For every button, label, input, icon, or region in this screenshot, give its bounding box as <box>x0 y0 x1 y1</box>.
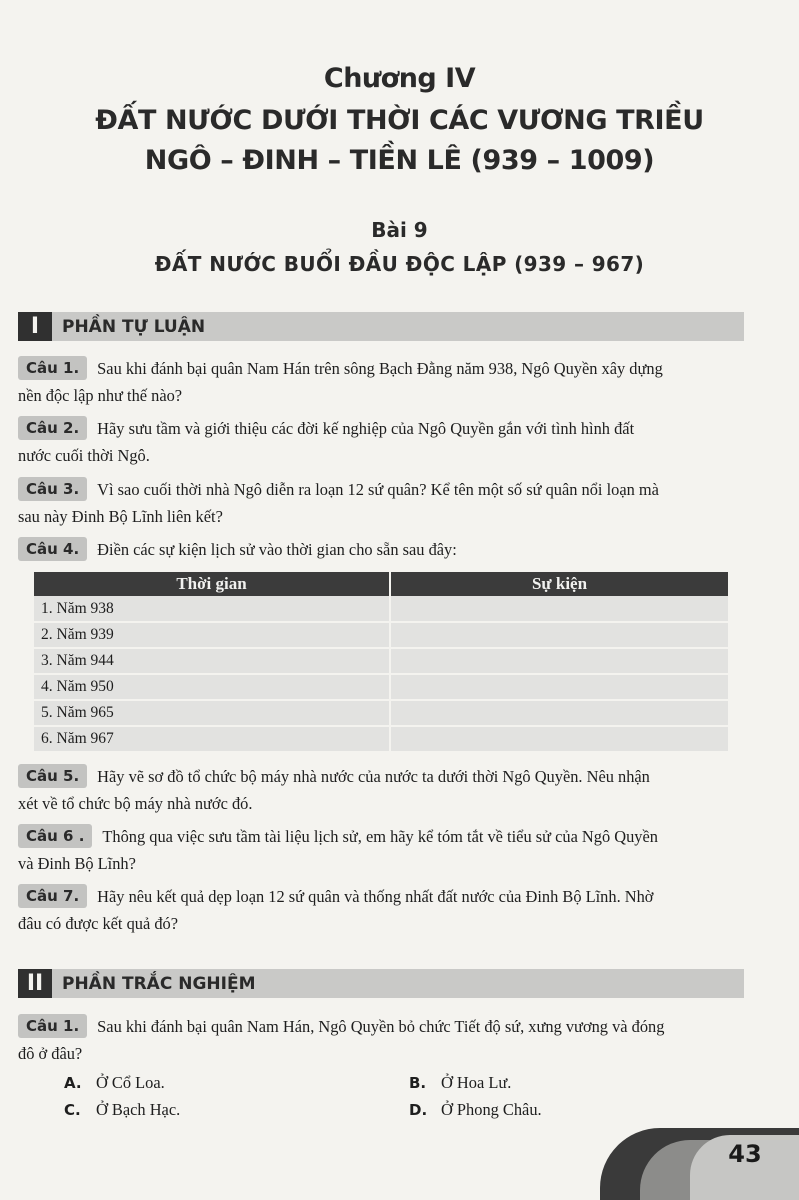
table-row <box>34 700 728 726</box>
question-label: Câu 5. <box>18 764 87 788</box>
question-label: Câu 1. <box>18 1014 87 1038</box>
table-row <box>34 674 728 700</box>
mc-question-1 <box>18 1013 778 1067</box>
question-text-line1: Hãy nêu kết quả dẹp loạn 12 sứ quân và thống nhất đất nước của Đinh Bộ Lĩnh. Nhờ <box>97 887 654 906</box>
events-table <box>34 572 728 753</box>
chapter-label: Chương IV <box>323 63 476 94</box>
table-row <box>34 648 728 674</box>
option-letter: D. <box>409 1101 428 1119</box>
time-cell: 6. Năm 967 <box>34 726 390 752</box>
option-letter: B. <box>409 1074 427 1092</box>
section-number: II <box>18 969 52 998</box>
question-text-line2: đô ở đâu? <box>18 1044 83 1063</box>
question-text-line2: sau này Đinh Bộ Lĩnh liên kết? <box>18 507 223 526</box>
time-cell: 3. Năm 944 <box>34 648 390 674</box>
lesson-label: Bài 9 <box>371 218 428 242</box>
question-text-line1: Vì sao cuối thời nhà Ngô diễn ra loạn 12 sứ quân? Kể tên một số sứ quân nổi loạn mà <box>97 480 659 499</box>
event-cell[interactable] <box>390 622 728 648</box>
question-text-line1: Hãy sưu tầm và giới thiệu các đời kế nghiệp của Ngô Quyền gắn với tình hình đất <box>97 419 635 438</box>
essay-question-4 <box>18 536 778 563</box>
option-a[interactable] <box>64 1073 165 1093</box>
section-title: PHẦN TỰ LUẬN <box>62 316 206 337</box>
time-cell: 2. Năm 939 <box>34 622 390 648</box>
option-c[interactable] <box>64 1100 180 1120</box>
question-text-line1: Sau khi đánh bại quân Nam Hán, Ngô Quyền bỏ chức Tiết độ sứ, xưng vương và đóng <box>97 1017 665 1036</box>
section-title: PHẦN TRẮC NGHIỆM <box>62 973 256 994</box>
question-text-line2: nền độc lập như thế nào? <box>18 386 183 405</box>
event-cell[interactable] <box>390 726 728 752</box>
question-text-line1: Thông qua việc sưu tầm tài liệu lịch sử, em hãy kể tóm tắt về tiểu sử của Ngô Quyền <box>102 827 658 846</box>
event-cell[interactable] <box>390 700 728 726</box>
table-row <box>34 622 728 648</box>
essay-question-7 <box>18 883 778 937</box>
question-text-line2: xét về tổ chức bộ máy nhà nước đó. <box>18 794 253 813</box>
time-cell: 1. Năm 938 <box>34 596 390 622</box>
header-time: Thời gian <box>34 572 390 596</box>
question-text-line2: nước cuối thời Ngô. <box>18 446 150 465</box>
lesson-title: ĐẤT NƯỚC BUỔI ĐẦU ĐỘC LẬP (939 – 967) <box>154 252 645 276</box>
question-label: Câu 2. <box>18 416 87 440</box>
time-cell: 5. Năm 965 <box>34 700 390 726</box>
table-row <box>34 596 728 622</box>
essay-question-1 <box>18 355 778 409</box>
chapter-title-line2: NGÔ – ĐINH – TIỀN LÊ (939 – 1009) <box>144 145 655 176</box>
question-text-line1: Hãy vẽ sơ đồ tổ chức bộ máy nhà nước của nước ta dưới thời Ngô Quyền. Nêu nhận <box>97 767 650 786</box>
chapter-title-line1: ĐẤT NƯỚC DƯỚI THỜI CÁC VƯƠNG TRIỀU <box>95 105 704 136</box>
question-text-line2: đâu có được kết quả đó? <box>18 914 179 933</box>
question-label: Câu 3. <box>18 477 87 501</box>
option-d[interactable] <box>409 1100 542 1120</box>
question-label: Câu 6 . <box>18 824 92 848</box>
option-text: Ở Hoa Lư. <box>441 1073 512 1092</box>
option-text: Ở Bạch Hạc. <box>96 1100 181 1119</box>
question-text-line2: và Đinh Bộ Lĩnh? <box>18 854 136 873</box>
section-header-multiple-choice <box>18 969 744 998</box>
table-row <box>34 726 728 752</box>
option-text: Ở Cổ Loa. <box>96 1073 165 1092</box>
table-header-row <box>34 572 728 596</box>
question-text-line1: Điền các sự kiện lịch sử vào thời gian cho sẵn sau đây: <box>97 540 457 559</box>
page-number: 43 <box>728 1140 762 1168</box>
essay-question-3 <box>18 476 778 530</box>
event-cell[interactable] <box>390 674 728 700</box>
header-event: Sự kiện <box>390 572 728 596</box>
essay-question-2 <box>18 415 778 469</box>
option-letter: A. <box>64 1074 82 1092</box>
option-letter: C. <box>64 1101 81 1119</box>
option-b[interactable] <box>409 1073 511 1093</box>
section-number: I <box>18 312 52 341</box>
event-cell[interactable] <box>390 648 728 674</box>
question-text-line1: Sau khi đánh bại quân Nam Hán trên sông Bạch Đằng năm 938, Ngô Quyền xây dựng <box>97 359 663 378</box>
section-header-essay <box>18 312 744 341</box>
question-label: Câu 7. <box>18 884 87 908</box>
time-cell: 4. Năm 950 <box>34 674 390 700</box>
essay-question-6 <box>18 823 778 877</box>
question-label: Câu 1. <box>18 356 87 380</box>
event-cell[interactable] <box>390 596 728 622</box>
essay-question-5 <box>18 763 778 817</box>
option-text: Ở Phong Châu. <box>441 1100 542 1119</box>
question-label: Câu 4. <box>18 537 87 561</box>
